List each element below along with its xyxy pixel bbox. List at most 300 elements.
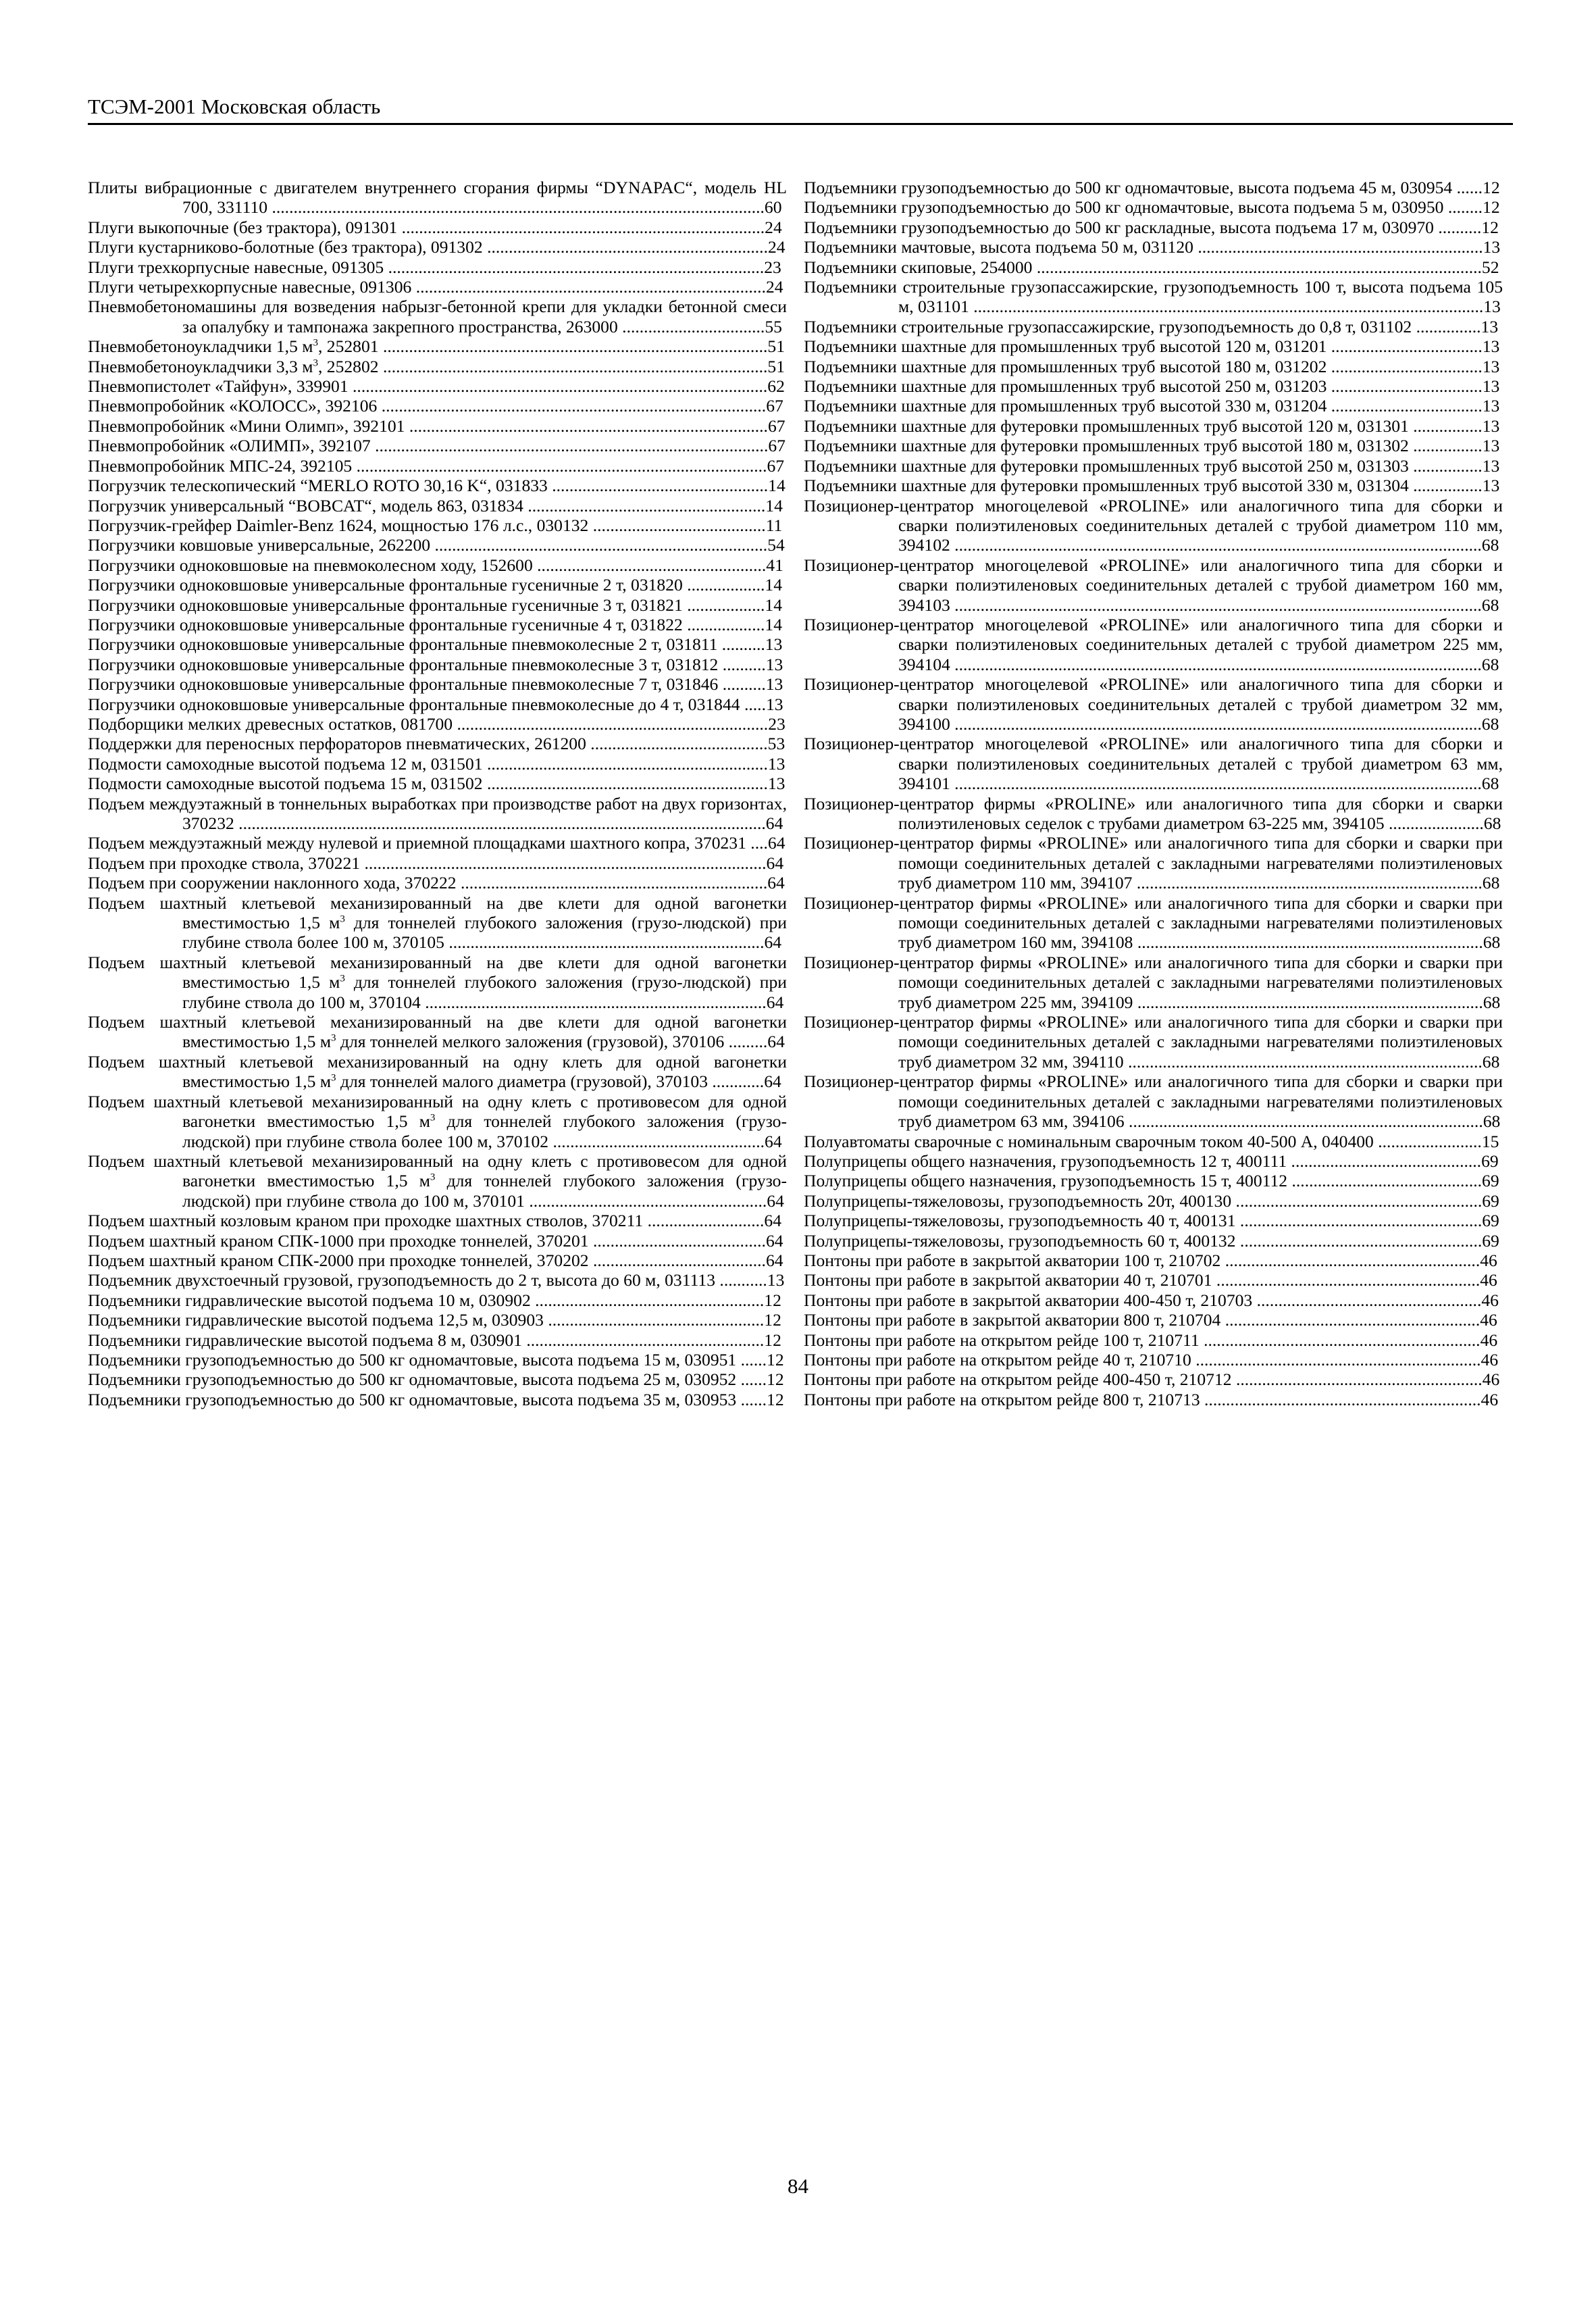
entry-page-number: 67	[767, 416, 786, 436]
entry-text: Пневмопробойник МПС-24, 392105	[88, 455, 353, 476]
document-title: ТСЭМ-2001 Московская область	[88, 95, 381, 118]
entry-leader: ....	[746, 833, 768, 853]
entry-page-number: 64	[766, 992, 784, 1012]
entry-text: Подъемники скиповые, 254000	[804, 257, 1033, 277]
entry-text: Подъемники грузоподъемностью до 500 кг одномачтовые, высота подъема 35 м, 030953	[88, 1389, 737, 1409]
index-entry	[804, 1330, 1503, 1350]
entry-page-number: 64	[767, 1190, 784, 1211]
entry-page-number: 12	[1483, 178, 1500, 197]
index-entry	[88, 555, 787, 575]
entry-page-number: 64	[767, 873, 785, 893]
entry-text: Подъемники строительные грузопассажирские, грузоподъемность до 0,8 т, 031102	[804, 316, 1412, 336]
entry-leader: ........................................	[588, 1250, 766, 1270]
entry-text: Погрузчики одноковшовые универсальные фронтальные пневмоколесные 7 т, 031846	[88, 674, 719, 695]
superscript-3: 3	[430, 1172, 436, 1183]
entry-page-number: 55	[765, 316, 782, 336]
entry-page-number: 64	[765, 1250, 783, 1270]
entry-leader: ..................................................................................	[1123, 1051, 1483, 1072]
index-entry	[88, 357, 787, 376]
entry-text: Подъем междуэтажный между нулевой и приемной площадками шахтного копра, 370231	[88, 833, 746, 853]
entry-leader: .........................................................................................	[378, 336, 768, 357]
entry-page-number: 68	[1483, 932, 1501, 953]
entry-page-number: 12	[767, 1349, 784, 1369]
entry-leader: ..........	[718, 654, 766, 674]
index-entry	[804, 1270, 1503, 1290]
entry-leader: ................	[1408, 436, 1483, 456]
entry-leader: ...................................	[1327, 376, 1483, 397]
entry-text: Подъемники строительные грузопассажирские, грузоподъемность 100 т, высота подъема 105 м, 031101	[804, 277, 1503, 317]
entry-text: Подъемники шахтные для футеровки промышленных труб высотой 250 м, 031303	[804, 455, 1409, 476]
entry-leader: ...............................................................................................	[352, 455, 767, 476]
entry-leader: ..................................................................................	[1124, 1111, 1483, 1132]
index-entry	[88, 237, 787, 257]
entry-leader: ...................................	[1327, 396, 1483, 416]
entry-text: Подъем шахтный краном СПК-2000 при проходке тоннелей, 370202	[88, 1250, 589, 1270]
entry-page-number: 67	[766, 396, 783, 416]
entry-page-number: 69	[1482, 1230, 1499, 1251]
entry-text: Погрузчик-грейфер Daimler-Benz 1624, мощностью 176 л.с., 030132	[88, 515, 589, 535]
entry-text: Пневмопистолет «Тайфун», 339901	[88, 376, 349, 397]
index-entry	[804, 893, 1503, 953]
entry-text: Подъемники гидравлические высотой подъема 12,5 м, 030903	[88, 1310, 544, 1330]
entry-text: Позиционер-центратор фирмы «PROLINE» или аналогичного типа для сборки и сварки при помощи соединительных деталей с закладными нагревателями полиэтиленовых труб диаметром 225 мм, 394109	[804, 952, 1503, 1012]
entry-page-number: 46	[1482, 1369, 1500, 1390]
entry-leader: .....	[740, 694, 766, 714]
index-entry	[804, 317, 1503, 336]
index-entry	[88, 655, 787, 674]
entry-leader: ..........	[718, 674, 766, 695]
index-entry	[88, 734, 787, 753]
entry-text: Подъем шахтный клетьевой механизированный на две клети для одной вагонетки вместимостью 1,5 $м^3$ для тоннелей мелкого заложения (грузовой), 370106	[88, 1012, 787, 1052]
entry-text: Позиционер-центратор многоцелевой «PROLINE» или аналогичного типа для сборки и сварки полиэтиленовых соединительных деталей с трубой диаметром 63 мм, 394101	[804, 734, 1503, 794]
entry-page-number: 13	[1482, 436, 1500, 456]
entry-page-number: 67	[767, 455, 785, 476]
entry-page-number: 64	[765, 1230, 783, 1251]
entry-text: Позиционер-центратор многоцелевой «PROLINE» или аналогичного типа для сборки и сварки полиэтиленовых соединительных деталей с трубой диаметром 32 мм, 394100	[804, 674, 1503, 734]
page-number: 84	[788, 2174, 808, 2198]
entry-leader: .......................................................................................................	[1032, 257, 1482, 277]
entry-page-number: 12	[764, 1330, 781, 1350]
index-entry	[804, 416, 1503, 436]
entry-leader: ....................................................	[1252, 1290, 1482, 1310]
entry-leader: ..................................................................................................................	[267, 197, 765, 218]
index-entry	[88, 1211, 787, 1230]
entry-leader: .......................................................	[523, 495, 766, 515]
entry-text: Подъемники грузоподъемностью до 500 кг одномачтовые, высота подъема 45 м, 030954	[804, 178, 1453, 197]
entry-page-number: 24	[765, 217, 782, 237]
entry-text: Пневмобетоноукладчики 3,3 $м^3$, 252802	[88, 356, 379, 376]
entry-leader: ..................................................................	[1191, 1349, 1481, 1369]
index-entry	[88, 277, 787, 297]
entry-leader: ..........................................................................................................................	[234, 813, 766, 833]
entry-leader: ...............	[1412, 316, 1481, 336]
entry-page-number: 13	[1482, 476, 1500, 496]
index-entry	[804, 197, 1503, 217]
superscript-3: 3	[331, 1032, 336, 1044]
index-entry	[88, 1151, 787, 1211]
index-entry	[88, 595, 787, 615]
entry-leader: .......................................................	[521, 1330, 765, 1350]
entry-leader: ........................................	[588, 1230, 766, 1251]
index-entry	[88, 873, 787, 892]
index-entry	[88, 853, 787, 873]
entry-leader: ..........................................................................................................................	[950, 595, 1482, 615]
entry-leader: ......	[1452, 178, 1483, 197]
entry-text: Позиционер-центратор фирмы «PROLINE» или аналогичного типа для сборки и сварки при помощи соединительных деталей с закладными нагревателями полиэтиленовых труб диаметром 110 мм, 394107	[804, 833, 1503, 893]
entry-page-number: 23	[768, 713, 786, 734]
index-entry	[88, 575, 787, 595]
entry-leader: ..................	[682, 575, 765, 595]
entry-text: Подборщики мелких древесных остатков, 081700	[88, 713, 453, 734]
entry-page-number: 64	[764, 1072, 781, 1092]
index-entry	[88, 615, 787, 634]
entry-leader: .........	[724, 1032, 768, 1052]
entry-leader: ..................................................	[547, 476, 769, 496]
entry-page-number: 13	[767, 774, 786, 794]
entry-text: Подъемники грузоподъемностью до 500 кг раскладные, высота подъема 17 м, 030970	[804, 217, 1434, 237]
entry-leader: ............	[708, 1072, 765, 1092]
index-entry	[88, 1390, 787, 1409]
entry-page-number: 60	[764, 197, 782, 218]
entry-page-number: 13	[1481, 316, 1499, 336]
entry-page-number: 46	[1480, 1310, 1497, 1330]
entry-page-number: 68	[1482, 1051, 1500, 1072]
superscript-3: 3	[430, 1112, 436, 1124]
entry-text: Подъем шахтный козловым краном при проходке шахтных стволов, 370211	[88, 1211, 644, 1231]
index-entry	[804, 277, 1503, 317]
entry-text: Подъем при проходке ствола, 370221	[88, 853, 361, 873]
entry-leader: ..........................................................................................................................	[950, 713, 1482, 734]
entry-leader: ................	[1408, 476, 1483, 496]
entry-text: Подъем шахтный клетьевой механизированный на одну клеть с противовесом для одной вагонетки вместимостью 1,5 $м^3$ для тоннелей глубокого заложения (грузо-людской) при глубине ствола до 100 м, 370101	[88, 1151, 787, 1211]
entry-text: Понтоны при работе в закрытой акватории 800 т, 210704	[804, 1310, 1221, 1330]
index-entry	[88, 515, 787, 535]
entry-page-number: 46	[1481, 1389, 1499, 1409]
entry-text: Погрузчики одноковшовые универсальные фронтальные гусеничные 3 т, 031821	[88, 595, 683, 615]
entry-leader: .................................................................	[482, 753, 768, 774]
entry-page-number: 68	[1482, 873, 1500, 893]
index-entry	[88, 953, 787, 1012]
entry-leader: ................................................................................	[1133, 932, 1483, 953]
index-entry	[804, 1012, 1503, 1072]
index-entry	[804, 1251, 1503, 1270]
entry-text: Поддержки для переносных перфораторов пневматических, 261200	[88, 734, 586, 754]
entry-leader: .........................................................	[1231, 1369, 1483, 1390]
entry-leader: .............................................................................................	[360, 853, 767, 873]
entry-leader: ......	[736, 1369, 767, 1390]
entry-text: Подъем шахтный клетьевой механизированный на две клети для одной вагонетки вместимостью 1,5 $м^3$ для тоннелей глубокого заложения (грузо-людской) при глубине ствола до 100 м, 370104	[88, 952, 787, 1012]
entry-text: Понтоны при работе на открытом рейде 100 т, 210711	[804, 1330, 1200, 1350]
index-entry	[88, 1369, 787, 1389]
entry-page-number: 13	[767, 753, 786, 774]
entry-page-number: 51	[767, 356, 785, 376]
entry-page-number: 13	[1483, 237, 1501, 257]
entry-text: Подмости самоходные высотой подъема 15 м, 031502	[88, 774, 483, 794]
index-entry	[88, 1092, 787, 1151]
entry-text: Подъемники грузоподъемностью до 500 кг одномачтовые, высота подъема 25 м, 030952	[88, 1369, 737, 1390]
entry-text: Подъемники гидравлические высотой подъема 10 м, 030902	[88, 1290, 531, 1310]
entry-leader: ................	[1408, 416, 1483, 436]
index-entry	[804, 496, 1503, 555]
index-entry	[804, 1390, 1503, 1409]
index-entry	[804, 1290, 1503, 1310]
entry-page-number: 64	[767, 833, 786, 853]
entry-page-number: 67	[768, 436, 786, 456]
index-entry	[88, 634, 787, 654]
entry-text: Подъемник двухстоечный грузовой, грузоподъемность до 2 т, высота до 60 м, 031113	[88, 1270, 716, 1290]
entry-leader: .......................................................................	[456, 873, 768, 893]
entry-leader: .............................................................	[1212, 1270, 1481, 1290]
index-entry	[88, 257, 787, 277]
index-entry	[804, 336, 1503, 356]
entry-text: Полуавтоматы сварочные с номинальным сварочным током 40-500 А, 040400	[804, 1131, 1374, 1151]
entry-leader: .........................................	[586, 734, 768, 754]
index-entry	[88, 396, 787, 416]
entry-text: Погрузчики ковшовые универсальные, 262200	[88, 535, 431, 555]
entry-leader: .................................................	[548, 1131, 765, 1151]
entry-leader: ...........................	[643, 1211, 765, 1231]
index-entry	[804, 1369, 1503, 1389]
entry-text: Позиционер-центратор фирмы «PROLINE» или аналогичного типа для сборки и сварки при помощи соединительных деталей с закладными нагревателями полиэтиленовых труб диаметром 160 мм, 394108	[804, 892, 1503, 953]
entry-leader: ............................................	[1287, 1171, 1483, 1191]
entry-page-number: 13	[1482, 455, 1500, 476]
entry-leader: .................................................................	[482, 237, 768, 257]
entry-page-number: 11	[765, 515, 783, 535]
entry-leader: ..................	[682, 595, 765, 615]
entry-page-number: 15	[1481, 1131, 1499, 1151]
entry-page-number: 52	[1481, 257, 1499, 277]
entry-leader: ........................................	[588, 515, 766, 535]
index-entry	[804, 1211, 1503, 1230]
entry-leader: ..................................................	[543, 1310, 765, 1330]
index-entry	[804, 1171, 1503, 1190]
index-entry	[88, 218, 787, 237]
entry-text: Понтоны при работе на открытом рейде 400-450 т, 210712	[804, 1369, 1232, 1390]
entry-leader: ...............................................................................	[420, 992, 767, 1012]
entry-leader: ....................................................................................	[397, 217, 765, 237]
index-entry	[804, 833, 1503, 892]
entry-leader: .......................................................	[524, 1190, 767, 1211]
entry-page-number: 14	[768, 476, 786, 496]
entry-leader: ...........................................................	[1220, 1250, 1481, 1270]
entry-page-number: 13	[1482, 396, 1500, 416]
entry-page-number: 69	[1482, 1211, 1499, 1231]
entry-page-number: 13	[1482, 356, 1500, 376]
entry-text: Погрузчики одноковшовые универсальные фронтальные пневмоколесные 3 т, 031812	[88, 654, 719, 674]
entry-page-number: 62	[767, 376, 785, 397]
entry-leader: ..........	[1433, 217, 1482, 237]
entry-text: Пневмопробойник «Мини Олимп», 392101	[88, 416, 405, 436]
entry-page-number: 69	[1481, 1151, 1499, 1171]
entry-text: Подъем шахтный клетьевой механизированный на две клети для одной вагонетки вместимостью 1,5 $м^3$ для тоннелей глубокого заложения (грузо-людской) при глубине ствола более 100 м, 370105	[88, 892, 787, 953]
entry-text: Погрузчик телескопический “MERLO ROTO 30,16 K“, 031833	[88, 476, 548, 496]
entry-text: Полуприцепы общего назначения, грузоподъемность 15 т, 400112	[804, 1171, 1288, 1191]
entry-page-number: 14	[765, 495, 783, 515]
entry-page-number: 68	[1481, 595, 1499, 615]
entry-page-number: 64	[765, 1131, 782, 1151]
entry-leader: .........................................................................................	[378, 356, 768, 376]
entry-text: Понтоны при работе в закрытой акватории 100 т, 210702	[804, 1250, 1221, 1270]
superscript-3: 3	[340, 913, 345, 925]
index-entry	[804, 1350, 1503, 1369]
entry-page-number: 13	[1482, 416, 1500, 436]
superscript-3: 3	[340, 973, 345, 984]
entry-leader: ......	[736, 1349, 767, 1369]
entry-page-number: 46	[1481, 1349, 1499, 1369]
entry-leader: ........................	[1373, 1131, 1482, 1151]
entry-page-number: 12	[764, 1290, 781, 1310]
entry-text: Понтоны при работе на открытом рейде 800 т, 210713	[804, 1389, 1200, 1409]
index-entry	[804, 178, 1503, 197]
entry-leader: ........................................................................	[453, 713, 769, 734]
entry-page-number: 14	[765, 614, 782, 634]
entry-leader: ......................	[1384, 813, 1484, 833]
entry-text: Полуприцепы-тяжеловозы, грузоподъемность 20т, 400130	[804, 1190, 1232, 1211]
entry-leader: ..................	[682, 614, 765, 634]
entry-page-number: 12	[767, 1389, 784, 1409]
index-entry	[804, 396, 1503, 416]
index-entry	[804, 376, 1503, 396]
entry-text: Понтоны при работе в закрытой акватории 40 т, 210701	[804, 1270, 1212, 1290]
entry-leader: ......	[736, 1389, 767, 1409]
entry-text: Плуги трехкорпусные навесные, 091305	[88, 257, 384, 277]
entry-leader: .........................................................	[1231, 1190, 1483, 1211]
entry-text: Понтоны при работе в закрытой акватории 400-450 т, 210703	[804, 1290, 1253, 1310]
entry-page-number: 68	[1481, 535, 1499, 555]
index-entry	[88, 297, 787, 336]
entry-page-number: 64	[767, 1032, 785, 1052]
entry-page-number: 13	[765, 634, 783, 655]
entry-text: Погрузчик универсальный “BOBCAT“, модель 863, 031834	[88, 495, 523, 515]
index-entry	[804, 436, 1503, 455]
index-entry	[88, 754, 787, 774]
entry-page-number: 13	[765, 694, 783, 714]
entry-page-number: 51	[767, 336, 785, 357]
entry-text: Полуприцепы-тяжеловозы, грузоподъемность 60 т, 400132	[804, 1230, 1236, 1251]
index-column-left	[88, 178, 787, 1409]
entry-page-number: 53	[767, 734, 786, 754]
entry-text: Подъемники шахтные для футеровки промышленных труб высотой 180 м, 031302	[804, 436, 1409, 456]
entry-text: Подъемники шахтные для промышленных труб высотой 180 м, 031202	[804, 356, 1327, 376]
entry-text: Позиционер-центратор фирмы «PROLINE» или аналогичного типа для сборки и сварки полиэтиленовых седелок с трубами диаметром 63-225 мм, 394105	[804, 793, 1503, 833]
entry-text: Плуги кустарниково-болотные (без трактора), 091302	[88, 237, 483, 257]
page-header	[88, 89, 1513, 125]
entry-text: Подъемники шахтные для промышленных труб высотой 330 м, 031204	[804, 396, 1327, 416]
entry-leader: ................................................................................	[1133, 992, 1483, 1012]
entry-leader: ..........................................................................................................................	[950, 535, 1482, 555]
index-entry	[88, 794, 787, 834]
entry-leader: ...................................................................................	[405, 416, 768, 436]
entry-leader: ......................................................................................................................	[969, 297, 1484, 317]
entry-page-number: 64	[764, 1211, 781, 1231]
entry-page-number: 68	[1483, 813, 1501, 833]
entry-leader: .................................................................	[482, 774, 768, 794]
index-entry	[804, 1231, 1503, 1251]
entry-leader: ................	[1408, 455, 1483, 476]
entry-leader: ..........................................................................................................................	[950, 774, 1482, 794]
index-entry	[804, 615, 1503, 674]
entry-text: Позиционер-центратор фирмы «PROLINE» или аналогичного типа для сборки и сварки при помощи соединительных деталей с закладными нагревателями полиэтиленовых труб диаметром 32 мм, 394110	[804, 1012, 1503, 1072]
index-entry	[88, 456, 787, 476]
index-entry	[88, 535, 787, 555]
index-entry	[804, 734, 1503, 793]
entry-text: Подъемники шахтные для промышленных труб высотой 120 м, 031201	[804, 336, 1327, 357]
entry-leader: .....................................................	[530, 1290, 765, 1310]
index-entry	[88, 1330, 787, 1350]
index-entry	[88, 1290, 787, 1310]
entry-page-number: 54	[767, 535, 785, 555]
entry-page-number: 64	[765, 813, 783, 833]
entry-page-number: 13	[1483, 297, 1501, 317]
index-entry	[88, 496, 787, 515]
entry-leader: ................................................................................................	[348, 376, 768, 397]
entry-text: Погрузчики одноковшовые универсальные фронтальные гусеничные 2 т, 031820	[88, 575, 683, 595]
entry-page-number: 13	[765, 674, 783, 695]
superscript-3: 3	[331, 1072, 336, 1084]
entry-page-number: 69	[1482, 1171, 1499, 1191]
entry-leader: ..................................................................	[1193, 237, 1483, 257]
entry-page-number: 12	[1483, 197, 1500, 218]
entry-text: Подъемники шахтные для футеровки промышленных труб высотой 330 м, 031304	[804, 476, 1409, 496]
entry-text: Полуприцепы-тяжеловозы, грузоподъемность 40 т, 400131	[804, 1211, 1236, 1231]
entry-page-number: 14	[765, 595, 782, 615]
index-entry	[88, 1310, 787, 1330]
index-entry	[88, 1052, 787, 1092]
entry-leader: ........................................................	[1235, 1211, 1483, 1231]
entry-text: Подъемники шахтные для промышленных труб высотой 250 м, 031203	[804, 376, 1327, 397]
entry-page-number: 24	[765, 277, 783, 297]
entry-page-number: 68	[1483, 992, 1501, 1012]
superscript-3: 3	[313, 357, 318, 369]
entry-leader: ...................................	[1327, 336, 1483, 357]
entry-leader: ........................................................	[1235, 1230, 1483, 1251]
entry-leader: ...........................................................	[1220, 1310, 1481, 1330]
entry-text: Пневмопробойник «КОЛОСС», 392106	[88, 396, 378, 416]
index-entry	[88, 714, 787, 734]
index-entry	[804, 1151, 1503, 1171]
entry-leader: .................................................................................	[411, 277, 766, 297]
entry-page-number: 12	[1481, 217, 1499, 237]
entry-page-number: 23	[764, 257, 781, 277]
entry-leader: ..........................................................................................................................	[950, 654, 1482, 674]
entry-text: Подъемники шахтные для футеровки промышленных труб высотой 120 м, 031301	[804, 416, 1409, 436]
entry-text: Подъемники грузоподъемностью до 500 кг одномачтовые, высота подъема 15 м, 030951	[88, 1349, 737, 1369]
entry-page-number: 14	[765, 575, 782, 595]
entry-text: Подъем при сооружении наклонного хода, 370222	[88, 873, 457, 893]
entry-leader: ...........................................................................................	[370, 436, 769, 456]
entry-text: Пневмобетономашины для возведения набрызг-бетонной крепи для укладки бетонной смеси за опалубку и тампонажа закрепного пространства, 263000	[88, 297, 787, 336]
entry-page-number: 46	[1480, 1270, 1497, 1290]
entry-page-number: 69	[1482, 1190, 1499, 1211]
index-entry	[88, 436, 787, 455]
index-entry	[88, 774, 787, 793]
entry-leader: ................................................................................	[1132, 873, 1483, 893]
entry-page-number: 68	[1481, 654, 1499, 674]
entry-page-number: 13	[765, 654, 783, 674]
index-entry	[88, 1012, 787, 1052]
index-entry	[804, 357, 1503, 376]
index-entry	[804, 1191, 1503, 1211]
entry-leader: ................................................................	[1200, 1389, 1481, 1409]
entry-page-number: 24	[767, 237, 786, 257]
entry-page-number: 41	[766, 555, 783, 575]
index-entry	[88, 674, 787, 694]
index-entry	[88, 376, 787, 396]
entry-text: Подмости самоходные высотой подъема 12 м, 031501	[88, 753, 483, 774]
index-entry	[88, 1270, 787, 1290]
index-entry	[804, 237, 1503, 257]
index-entry	[88, 1350, 787, 1369]
